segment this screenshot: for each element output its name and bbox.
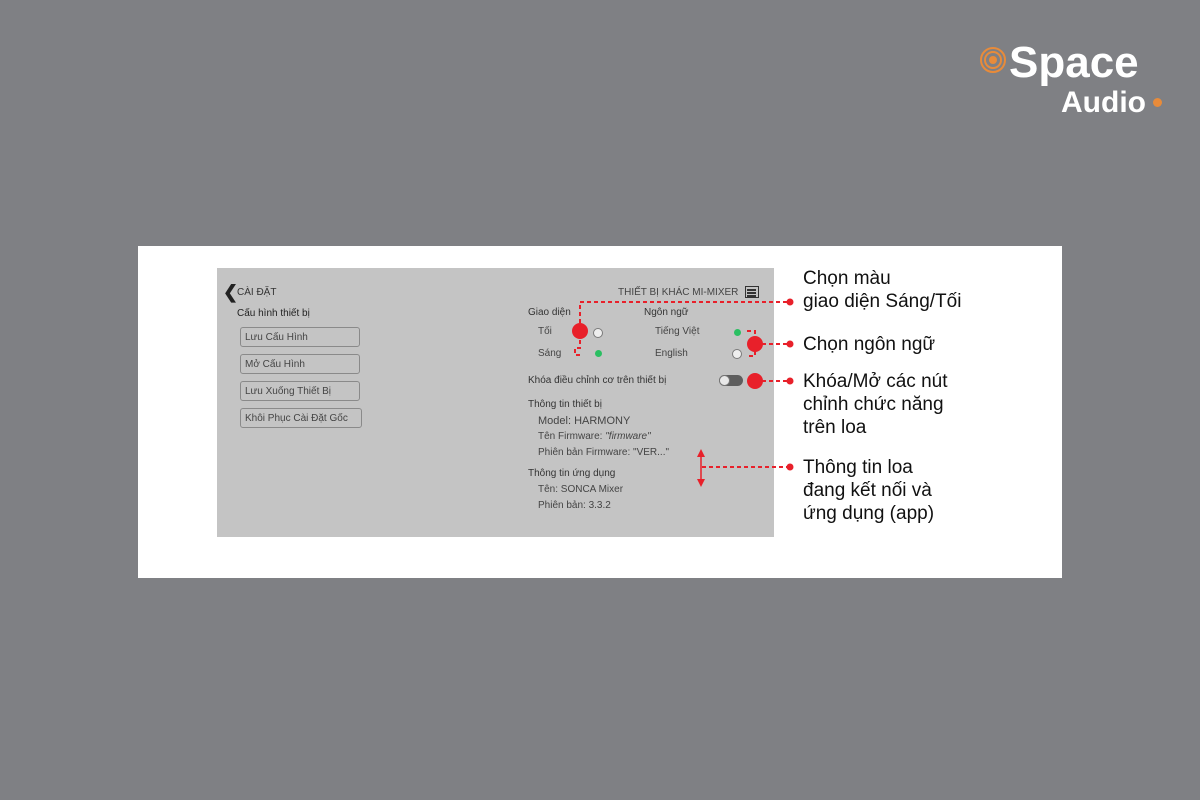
lock-callout-line2: chỉnh chức năng bbox=[803, 394, 944, 415]
info-callout-line2: đang kết nối và bbox=[803, 480, 932, 501]
lock-callout-line1: Khóa/Mở các nút bbox=[803, 371, 948, 392]
device-model: Model: HARMONY bbox=[538, 415, 631, 427]
device-info-title: Thông tin thiết bị bbox=[528, 399, 602, 410]
language-label: Ngôn ngữ bbox=[644, 307, 689, 318]
logo-word-audio: Audio bbox=[1061, 86, 1146, 119]
language-callout bbox=[803, 333, 935, 356]
app-version: Phiên bản: 3.3.2 bbox=[538, 500, 611, 511]
device-title[interactable]: THIẾT BỊ KHÁC MI-MIXER bbox=[618, 287, 739, 298]
info-callout bbox=[803, 456, 934, 525]
logo-dot bbox=[1153, 98, 1162, 107]
theme-callout-line2: giao diện Sáng/Tối bbox=[803, 291, 962, 312]
lock-controls-label: Khóa điều chỉnh cơ trên thiết bị bbox=[528, 375, 667, 386]
logo-word-space: Space bbox=[1009, 38, 1139, 87]
firmware-version: Phiên bản Firmware: "VER..." bbox=[538, 447, 670, 458]
save-to-device-button[interactable]: Lưu Xuống Thiết Bị bbox=[240, 381, 360, 401]
app-info-title: Thông tin ứng dụng bbox=[528, 468, 616, 479]
factory-reset-button[interactable]: Khôi Phục Cài Đặt Gốc bbox=[240, 408, 362, 428]
back-chevron-icon[interactable]: ❮ bbox=[223, 282, 239, 302]
firmware-name-label: Tên Firmware: bbox=[538, 431, 606, 442]
theme-light-radio[interactable] bbox=[595, 350, 602, 357]
theme-option-light: Sáng bbox=[538, 348, 562, 359]
app-settings-screen bbox=[217, 268, 774, 537]
language-vi-radio[interactable] bbox=[734, 329, 741, 336]
language-option-en: English bbox=[655, 348, 688, 359]
language-en-radio[interactable] bbox=[732, 349, 742, 359]
firmware-name-value: "firmware" bbox=[605, 431, 651, 442]
theme-dark-radio[interactable] bbox=[593, 328, 603, 338]
language-option-vi: Tiếng Việt bbox=[655, 326, 700, 337]
theme-option-dark: Tối bbox=[538, 326, 552, 337]
device-list-icon[interactable] bbox=[745, 286, 759, 298]
dspace-audio-logo bbox=[975, 40, 1175, 120]
save-config-button[interactable]: Lưu Cấu Hình bbox=[240, 327, 360, 347]
language-callout-line1: Chọn ngôn ngữ bbox=[803, 334, 936, 355]
theme-label: Giao diện bbox=[528, 307, 571, 318]
back-label[interactable]: CÀI ĐẶT bbox=[237, 287, 277, 298]
info-callout-line3: ứng dụng (app) bbox=[803, 503, 935, 524]
lock-callout bbox=[803, 370, 947, 439]
info-callout-line1: Thông tin loa bbox=[803, 457, 913, 478]
firmware-name bbox=[538, 431, 651, 442]
config-section-title: Cấu hình thiết bị bbox=[237, 308, 310, 319]
lock-controls-toggle[interactable] bbox=[719, 375, 743, 386]
theme-callout-line1: Chọn màu bbox=[803, 268, 891, 289]
lock-callout-line3: trên loa bbox=[803, 417, 867, 438]
open-config-button[interactable]: Mở Cấu Hình bbox=[240, 354, 360, 374]
theme-callout bbox=[803, 267, 961, 313]
app-name: Tên: SONCA Mixer bbox=[538, 484, 624, 495]
